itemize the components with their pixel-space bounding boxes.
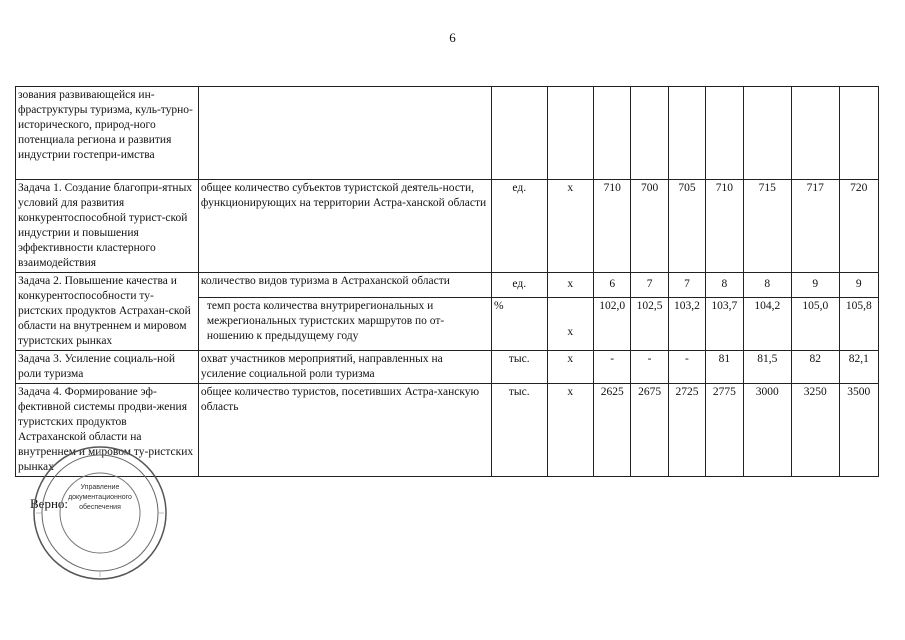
base-cell: х xyxy=(547,384,593,477)
table-row xyxy=(16,273,879,298)
value-cell: - xyxy=(668,351,705,384)
base-cell: х xyxy=(547,297,593,350)
table-row xyxy=(16,180,879,273)
base-cell: х xyxy=(547,351,593,384)
indicator-cell: количество видов туризма в Астраханской области xyxy=(198,273,491,298)
value-cell: 105,0 xyxy=(792,297,839,350)
unit-cell: ед. xyxy=(491,273,547,298)
value-cell xyxy=(839,87,879,180)
value-cell xyxy=(706,87,743,180)
value-cell: 2775 xyxy=(706,384,743,477)
value-cell: 2725 xyxy=(668,384,705,477)
value-cell xyxy=(631,87,668,180)
value-cell: 710 xyxy=(706,180,743,273)
official-stamp xyxy=(30,443,170,583)
task-cell: Задача 2. Повышение качества и конкурентоспособности ту-ристских продуктов Астрахан-ской области на внутреннем и мировом туристских рынках xyxy=(16,273,199,351)
indicator-cell: общее количество субъектов туристской деятель-ности, функционирующих на территории Астра-ханской области xyxy=(198,180,491,273)
value-cell: - xyxy=(631,351,668,384)
value-cell: 3000 xyxy=(743,384,792,477)
value-cell: 3250 xyxy=(792,384,839,477)
stamp-center-text: Управление документационного обеспечения xyxy=(68,484,132,511)
value-cell: 9 xyxy=(839,273,879,298)
value-cell xyxy=(792,87,839,180)
unit-cell: ед. xyxy=(491,180,547,273)
page-number: 6 xyxy=(449,30,456,45)
value-cell: 715 xyxy=(743,180,792,273)
value-cell: 103,7 xyxy=(706,297,743,350)
value-cell: 7 xyxy=(668,273,705,298)
indicator-cell: общее количество туристов, посетивших Астра-ханскую область xyxy=(198,384,491,477)
value-cell: 8 xyxy=(706,273,743,298)
base-cell: х xyxy=(547,273,593,298)
value-cell: 7 xyxy=(631,273,668,298)
value-cell: - xyxy=(594,351,631,384)
task-cell: Задача 3. Усиление социаль-ной роли туризма xyxy=(16,351,199,384)
value-cell: 3500 xyxy=(839,384,879,477)
value-cell: 700 xyxy=(631,180,668,273)
value-cell: 705 xyxy=(668,180,705,273)
value-cell: 9 xyxy=(792,273,839,298)
table-row xyxy=(16,87,879,180)
value-cell xyxy=(668,87,705,180)
indicator-cell: темп роста количества внутрирегиональных и межрегиональных туристских маршрутов по от-ношению к предыдущему году xyxy=(198,297,491,350)
unit-cell: тыс. xyxy=(491,351,547,384)
value-cell: 710 xyxy=(594,180,631,273)
table-row xyxy=(16,351,879,384)
value-cell: 102,5 xyxy=(631,297,668,350)
unit-cell xyxy=(491,87,547,180)
value-cell: 8 xyxy=(743,273,792,298)
value-cell: 82,1 xyxy=(839,351,879,384)
value-cell xyxy=(743,87,792,180)
stamp-rings-icon xyxy=(30,443,170,583)
base-cell: х xyxy=(547,180,593,273)
value-cell: 2675 xyxy=(631,384,668,477)
value-cell: 105,8 xyxy=(839,297,879,350)
task-cell: Задача 1. Создание благопри-ятных условий для развития конкурентоспособной турист-ской индустрии и повышения эффективности кластерного взаимодействия xyxy=(16,180,199,273)
base-cell xyxy=(547,87,593,180)
task-cell: зования развивающейся ин-фраструктуры туризма, куль-турно-исторического, природ-ного потенциала региона и развития индустрии гостепри-имства xyxy=(16,87,199,180)
value-cell xyxy=(594,87,631,180)
value-cell: 717 xyxy=(792,180,839,273)
value-cell: 104,2 xyxy=(743,297,792,350)
indicators-table xyxy=(15,86,879,477)
value-cell: 103,2 xyxy=(668,297,705,350)
unit-cell: % xyxy=(491,297,547,350)
indicator-cell xyxy=(198,87,491,180)
value-cell: 82 xyxy=(792,351,839,384)
value-cell: 102,0 xyxy=(594,297,631,350)
value-cell: 6 xyxy=(594,273,631,298)
value-cell: 81,5 xyxy=(743,351,792,384)
indicator-cell: охват участников мероприятий, направленных на усиление социальной роли туризма xyxy=(198,351,491,384)
task-cell: Задача 4. Формирование эф-фективной системы продви-жения туристских продуктов Астраханской области на внутреннем и мировом ту-ристских рынках xyxy=(16,384,199,477)
unit-cell: тыс. xyxy=(491,384,547,477)
value-cell: 2625 xyxy=(594,384,631,477)
value-cell: 720 xyxy=(839,180,879,273)
verno-label: Верно: xyxy=(30,496,69,511)
value-cell: 81 xyxy=(706,351,743,384)
